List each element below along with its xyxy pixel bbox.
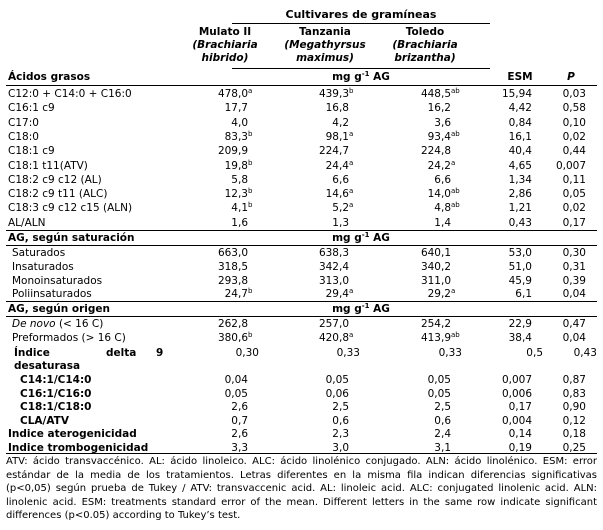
cell-v3: 311,0 — [420, 274, 451, 287]
cell-v1: 1,6 — [231, 216, 248, 229]
row-label: Insaturados — [12, 260, 74, 273]
cell-v2: 98,1$^a$ — [325, 129, 354, 143]
cell-esm: 51,0 — [508, 260, 532, 273]
row-label: Poliinsaturados — [12, 288, 92, 301]
index-row — [6, 427, 597, 441]
cell-esm: 16,1 — [508, 130, 532, 143]
cell-p: 0,30 — [562, 247, 586, 259]
cell-p: 0,83 — [562, 387, 586, 400]
origin-row — [6, 331, 597, 345]
cell-v1: 0,04 — [224, 374, 248, 386]
cell-v2: 29,4$^a$ — [325, 287, 354, 301]
saturation-unit: mg $g^{-1}$ AG — [332, 231, 390, 244]
footnote: ATV: ácido transvaccénico. AL: ácido linoleico. ALC: ácido linolénico conjugado. ALN: ácido linolénico. ESM: error estándar de la media de los tratamientos. Letras diferentes en la misma fila indican diferencias significativas (p<0,05) según prueba de Tukey / ATV: transvaccenic acid. AL: linoleic acid. ALC: conjugated linolenic acid. ALN: linolenic acid. ESM: treatments standard error of the mean. Different letters in the same row indicate significant differences (p<0.05) according to Tukey’s test. — [6, 456, 597, 521]
cell-v2: 224,7 — [318, 145, 349, 158]
cell-v3: 6,6 — [434, 173, 451, 186]
cell-esm: 15,94 — [501, 88, 532, 100]
cell-p: 0,31 — [562, 260, 586, 273]
saturation-row — [6, 287, 597, 301]
cell-v2: 638,3 — [318, 247, 349, 259]
cell-v3: 254,2 — [420, 318, 451, 330]
cell-v2: 0,6 — [332, 414, 349, 427]
cell-v3: 2,4 — [434, 428, 451, 440]
row-label: Indice aterogenicidad — [8, 428, 137, 440]
cell-p: 0,007 — [555, 159, 586, 172]
cell-v1: 4,0 — [231, 116, 248, 129]
cell-v1: 2,6 — [231, 401, 248, 414]
cell-v1: 4,1$^b$ — [231, 201, 253, 215]
cell-v1: 380,6$^b$ — [217, 330, 253, 344]
cell-v2: 0,05 — [325, 374, 349, 386]
origin-title: AG, según origen — [8, 303, 110, 315]
cell-v3: 3,1 — [434, 441, 451, 454]
cell-v2: 2,5 — [332, 401, 349, 414]
fatty-acid-row — [6, 159, 597, 173]
esm-header: ESM — [507, 71, 533, 83]
cell-v1: 5,8 — [231, 173, 248, 186]
cell-v2: 420,8$^a$ — [318, 330, 354, 344]
saturation-title: AG, según saturación — [8, 232, 135, 244]
saturation-row — [6, 246, 597, 260]
cell-p: 0,04 — [562, 288, 586, 301]
cell-v3: 0,05 — [427, 374, 451, 386]
fatty-acid-row — [6, 187, 597, 201]
cell-v1: 12,3$^b$ — [224, 187, 253, 201]
cell-esm: 4,42 — [508, 102, 532, 115]
cell-p: 0,44 — [562, 145, 586, 158]
cell-p: 0,02 — [562, 130, 586, 143]
cell-v2: 4,2 — [332, 116, 349, 129]
row-label: C18:3 c9 c12 c15 (ALN) — [8, 202, 133, 215]
row-label: C18:0 — [8, 130, 39, 143]
cell-v3: 2,5 — [434, 401, 451, 414]
cell-v1: 262,8 — [217, 318, 248, 330]
cell-v1: 0,05 — [224, 387, 248, 400]
cell-v2: 16,8 — [325, 102, 349, 115]
desaturase-subrow — [6, 387, 597, 401]
table-bottom-rule — [6, 453, 597, 454]
header-row — [6, 70, 597, 84]
cell-v2: 342,4 — [318, 260, 349, 273]
fatty-acid-row — [6, 144, 597, 158]
cell-v3: 16,2 — [427, 102, 451, 115]
cell-v3: 3,6 — [434, 116, 451, 129]
fatty-acid-row — [6, 116, 597, 130]
cell-v2: 257,0 — [318, 318, 349, 330]
cell-p: 0,90 — [562, 401, 586, 414]
desaturase-subrow — [6, 414, 597, 428]
cell-v1: 24,7$^b$ — [224, 287, 253, 301]
group-title: Cultivares de gramíneas — [285, 8, 437, 21]
saturation-row — [6, 274, 597, 288]
cell-v3: 340,2 — [420, 260, 451, 273]
unit-rule — [232, 68, 490, 69]
cell-p: 0,11 — [562, 173, 586, 186]
origin-row — [6, 317, 597, 331]
cell-p: 0,04 — [562, 331, 586, 344]
row-label: C17:0 — [8, 116, 39, 129]
cell-esm: 0,006 — [501, 387, 532, 400]
cell-esm: 1,34 — [508, 173, 532, 186]
cell-v3: 1,4 — [434, 216, 451, 229]
cell-p: 0,39 — [562, 274, 586, 287]
cell-p: 0,03 — [562, 88, 586, 100]
fatty-acid-row — [6, 87, 597, 101]
cell-p: 0,87 — [562, 374, 586, 386]
row-label: C14:1/C14:0 — [20, 374, 92, 386]
cell-esm: 6,1 — [515, 288, 532, 301]
cell-p: 0,58 — [562, 102, 586, 115]
row-label: C18:1/C18:0 — [20, 401, 92, 414]
cell-v2: 14,6$^a$ — [325, 187, 354, 201]
cell-v2: 1,3 — [332, 216, 349, 229]
origin-section — [6, 302, 597, 316]
cell-esm: 0,14 — [508, 428, 532, 440]
cell-p: 0,10 — [562, 116, 586, 129]
cell-esm: 0,004 — [501, 414, 532, 427]
cell-esm: 1,21 — [508, 202, 532, 215]
cell-v1: 83,3$^b$ — [224, 129, 253, 143]
fatty-acid-row — [6, 130, 597, 144]
row-label: Indice trombogenicidad — [8, 441, 149, 454]
row-label: Monoinsaturados — [12, 274, 103, 287]
fatty-acid-row — [6, 173, 597, 187]
row-label-header: Ácidos grasos — [8, 71, 91, 83]
cell-v1: 293,8 — [217, 274, 248, 287]
desaturase-subrow — [6, 373, 597, 387]
cell-v2: 24,4$^a$ — [325, 158, 354, 172]
cell-v1: 19,8$^b$ — [224, 158, 253, 172]
cell-v3: 4,8$^{ab}$ — [434, 201, 460, 215]
cell-esm: 22,9 — [508, 318, 532, 330]
header-rule — [6, 85, 597, 86]
row-label: Saturados — [12, 247, 66, 259]
row-label: De novo (< 16 C) — [12, 318, 104, 330]
cell-v3: 224,8 — [420, 145, 451, 158]
cell-p: 0,47 — [562, 318, 586, 330]
cell-v1: 478,0$^a$ — [217, 87, 253, 100]
cell-esm: 2,86 — [508, 188, 532, 201]
row-label: C18:1 t11(ATV) — [8, 159, 88, 172]
cell-v1: 2,6 — [231, 428, 248, 440]
cell-v3: 0,6 — [434, 414, 451, 427]
cell-esm: 0,84 — [508, 116, 532, 129]
cell-esm: 45,9 — [508, 274, 532, 287]
cultivar-2-header: Tanzania (Megathyrsus maximus) — [284, 26, 366, 64]
saturation-row — [6, 260, 597, 274]
cell-p: 0,18 — [562, 428, 586, 440]
cell-v1: 3,3 — [231, 441, 248, 454]
cell-v3: 0,05 — [427, 387, 451, 400]
desaturase-row-2: desaturasa — [14, 360, 81, 372]
unit-label: mg $g^{-1}$ AG — [332, 70, 390, 83]
row-label: C16:1/C16:0 — [20, 387, 92, 400]
row-label: CLA/ATV — [20, 414, 69, 427]
cell-v1: 663,0 — [217, 247, 248, 259]
cell-v2: 2,3 — [332, 428, 349, 440]
group-rule — [232, 23, 490, 24]
fatty-acid-row — [6, 101, 597, 115]
row-label: C18:2 c9 c12 (AL) — [8, 173, 102, 186]
row-label: AL/ALN — [8, 216, 46, 229]
cell-v1: 209,9 — [217, 145, 248, 158]
cell-v1: 17,7 — [224, 102, 248, 115]
cell-p: 0,05 — [562, 188, 586, 201]
cell-v2: 6,6 — [332, 173, 349, 186]
cultivar-1-header: Mulato II (Brachiaria hibrido) — [192, 26, 258, 64]
cell-esm: 0,19 — [508, 441, 532, 454]
desaturase-row: Índice delta 9 0,30 0,33 0,33 0,5 0,43 — [14, 347, 597, 359]
cell-p: 0,25 — [562, 441, 586, 454]
cell-p: 0,02 — [562, 202, 586, 215]
row-label: C12:0 + C14:0 + C16:0 — [8, 88, 132, 100]
fatty-acid-row — [6, 216, 597, 230]
cell-v2: 0,06 — [325, 387, 349, 400]
cell-v2: 5,2$^a$ — [332, 201, 354, 215]
cell-v3: 24,2$^a$ — [427, 158, 456, 172]
cell-v2: 3,0 — [332, 441, 349, 454]
origin-unit: mg $g^{-1}$ AG — [332, 302, 390, 315]
row-label: C16:1 c9 — [8, 102, 55, 115]
cell-v3: 413,9$^{ab}$ — [420, 330, 460, 344]
cell-v3: 448,5$^{ab}$ — [420, 87, 460, 100]
desaturase-subrow — [6, 400, 597, 414]
cultivar-3-header: Toledo (Brachiaria brizantha) — [392, 26, 458, 64]
row-label: C18:1 c9 — [8, 145, 55, 158]
cell-v3: 640,1 — [420, 247, 451, 259]
fatty-acid-row — [6, 201, 597, 215]
cell-v1: 0,7 — [231, 414, 248, 427]
cell-v3: 93,4$^{ab}$ — [427, 129, 460, 143]
cell-esm: 0,007 — [501, 374, 532, 386]
cell-p: 0,17 — [562, 216, 586, 229]
cell-v2: 439,3$^b$ — [318, 87, 354, 100]
cell-esm: 38,4 — [508, 331, 532, 344]
cell-v2: 313,0 — [318, 274, 349, 287]
cell-esm: 40,4 — [508, 145, 532, 158]
cell-v3: 14,0$^{ab}$ — [427, 187, 460, 201]
row-label: Preformados (> 16 C) — [12, 331, 126, 344]
cell-v3: 29,2$^a$ — [427, 287, 456, 301]
cell-v1: 318,5 — [217, 260, 248, 273]
row-label: C18:2 c9 t11 (ALC) — [8, 188, 108, 201]
cell-esm: 0,17 — [508, 401, 532, 414]
cell-esm: 4,65 — [508, 159, 532, 172]
saturation-section — [6, 231, 597, 245]
cell-p: 0,12 — [562, 414, 586, 427]
p-header: P — [567, 71, 575, 83]
cell-esm: 53,0 — [508, 247, 532, 259]
cell-esm: 0,43 — [508, 216, 532, 229]
